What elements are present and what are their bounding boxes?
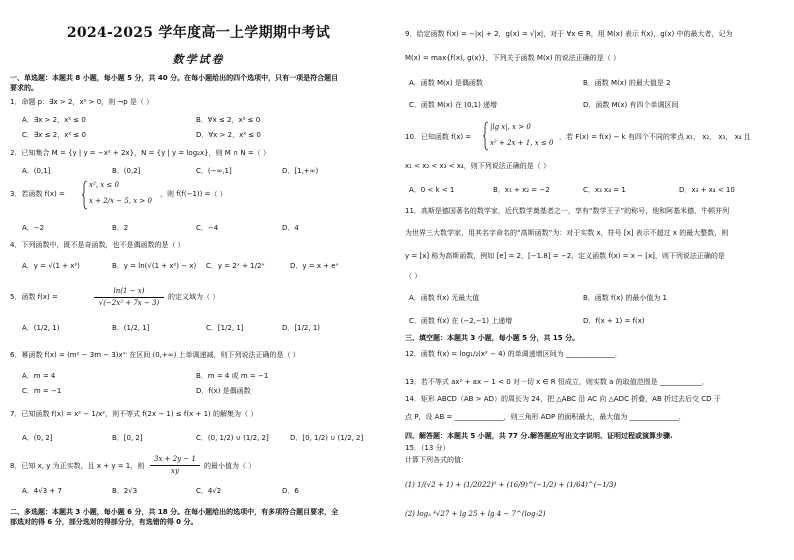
q5-numerator: ln(1 − x)	[113, 287, 145, 295]
question-15-expression-1: (1) 1/(√2 + 1) + (1/2022)⁰ + (16/9)^(−1/2) + (1/64)^(−1/3)	[405, 481, 617, 489]
q2-option-c: C．(−∞,1]	[196, 167, 232, 175]
section-1-heading: 一、单选题：本题共 8 小题，每小题 5 分，共 40 分。在每小题给出的四个选项中，只有一项是符合题目	[10, 74, 339, 82]
q6-option-a: A．m = 4	[22, 372, 56, 380]
question-9-cont: M(x) = max{f(x), g(x)}，下列关于函数 M(x) 的说法正确的是（ ）	[405, 54, 621, 62]
q9-option-a: A．函数 M(x) 是偶函数	[409, 79, 483, 87]
q8-denominator: xy	[171, 467, 179, 475]
q3-option-b: B．2	[112, 224, 129, 232]
question-5-suffix: 的定义域为（ ）	[168, 293, 220, 301]
question-15-instruction: 计算下列各式的值：	[405, 456, 468, 464]
q11-option-c: C．函数 f(x) 在 (−2,−1) 上递增	[409, 317, 513, 325]
question-5-prefix: 5．函数 f(x) =	[10, 293, 58, 301]
exam-subtitle: 数学试卷	[172, 53, 225, 66]
q4-option-a: A．y = √(1 + x²)	[22, 262, 80, 270]
question-6: 6．幂函数 f(x) = (m² − 3m − 3)xᵐ 在区间 (0,+∞) 上单调递减，则下列说法正确的是（ ）	[10, 351, 300, 359]
q8-numerator: 3x + 2y − 1	[154, 455, 196, 463]
question-12: 12．函数 f(x) = log₁/₂(x² − 4) 的单调递增区间为 ______________．	[405, 350, 622, 358]
q10-option-d: D．x₃ + x₄ < 10	[679, 186, 735, 194]
question-11-cont-2: y = [x] 称为高斯函数，例如 [e] = 2，[−1.8] = −2，定义函数 f(x) = x − [x]，则下列说法正确的是	[405, 252, 725, 260]
section-2-heading-cont: 部选对的得 6 分，部分选对的得部分分，有选错的得 0 分。	[10, 518, 198, 526]
q3-case-2: x + 2/x − 5, x > 0	[89, 197, 152, 205]
question-15: 15．（13 分）	[405, 444, 450, 452]
q1-option-a: A．∃x > 2，x² ≤ 0	[22, 116, 86, 124]
question-14: 14．矩形 ABCD（AB > AD）的周长为 24，把 △ABC 沿 AC 向 △ADC 折叠，AB 折过去后交 CD 于	[405, 395, 721, 403]
question-8-suffix: 的最小值为（ ）	[204, 462, 256, 470]
question-3-prefix: 3．若函数 f(x) =	[10, 190, 65, 198]
q8-option-d: D．6	[282, 487, 299, 495]
q5-option-d: D．[1/2, 1)	[282, 324, 321, 332]
q10-option-c: C．x₃ x₄ = 1	[583, 186, 626, 194]
q1-option-b: B．∀x ≤ 2，x² ≤ 0	[196, 116, 261, 124]
q10-case-1: |lg x|, x > 0	[490, 123, 531, 131]
q3-option-a: A．−2	[22, 224, 45, 232]
q10-case-2: x² + 2x + 1, x ≤ 0	[490, 139, 554, 147]
q4-option-c: C．y = 2ˣ + 1/2ˣ	[206, 262, 265, 270]
question-11-blank: （ ）	[405, 272, 422, 280]
q7-option-b: B．[0, 2]	[112, 434, 143, 442]
section-3-heading: 三、填空题：本题共 3 小题，每小题 5 分，共 15 分。	[405, 334, 580, 342]
right-column	[397, 0, 794, 560]
section-2-heading: 二、多选题：本题共 3 小题，每小题 6 分，共 18 分。在每小题给出的选项中，有多项符合题目要求，全	[10, 508, 339, 516]
q5-option-a: A．(1/2, 1)	[22, 324, 60, 332]
q2-option-a: A．(0,1]	[22, 167, 51, 175]
question-7: 7．已知函数 f(x) = x² − 1/x²，则不等式 f(2x − 1) ≤ f(x + 1) 的解集为（ ）	[10, 410, 258, 418]
q5-denominator: √(−2x² + 7x − 3)	[98, 299, 160, 307]
q5-option-c: C．[1/2, 1]	[206, 324, 244, 332]
question-10-prefix: 10．已知函数 f(x) =	[405, 133, 472, 141]
q8-option-a: A．4√3 + 7	[22, 487, 62, 495]
question-14-cont: 点 P，设 AB = ______________，则三角形 ADP 的面积最大，最大值为 ______________．	[405, 413, 686, 421]
question-4: 4．下列函数中，既不是奇函数，也不是偶函数的是（ ）	[10, 241, 185, 249]
q6-option-c: C．m = −1	[22, 387, 62, 395]
q10-option-b: B．x₁ + x₂ = −2	[493, 186, 550, 194]
q8-fraction-bar	[150, 465, 200, 466]
q9-option-c: C．函数 M(x) 在 (0,1) 递增	[409, 101, 498, 109]
q5-fraction-bar	[94, 297, 164, 298]
q4-option-b: B．y = ln(√(1 + x²) − x)	[112, 262, 197, 270]
q10-brace	[483, 121, 489, 151]
q11-option-d: D．f(x + 1) = f(x)	[583, 317, 645, 325]
q6-option-d: D．f(x) 是偶函数	[196, 387, 251, 395]
q9-option-d: D．函数 M(x) 有四个单调区间	[583, 101, 679, 109]
q3-option-c: C．−4	[196, 224, 219, 232]
question-10-suffix: ，若 F(x) = f(x) − k 有四个不同的零点 x₁， x₂， x₃， x₄ 且	[559, 133, 751, 141]
question-9: 9．给定函数 f(x) = −|x| + 2，g(x) = √|x|，对于 ∀x ∈ R，用 M(x) 表示 f(x)，g(x) 中的最大者，记为	[405, 30, 733, 38]
q7-option-a: A．(0, 2]	[22, 434, 53, 442]
q7-option-c: C．(0, 1/2) ∪ (1/2, 2]	[196, 434, 269, 442]
q7-option-d: D．[0, 1/2) ∪ (1/2, 2]	[290, 434, 364, 442]
question-11-cont-1: 为世界三大数学家，用其名字命名的“高斯函数”为：对于实数 x，符号 [x] 表示不超过 x 的最大整数，则	[405, 229, 729, 237]
question-2: 2．已知集合 M = {y | y = −x² + 2x}，N = {y | y = log₂x}，则 M ∩ N =（ ）	[10, 149, 270, 157]
section-1-heading-cont: 要求的。	[10, 84, 38, 92]
q11-option-b: B．函数 f(x) 的最小值为 1	[583, 294, 667, 302]
q6-option-b: B．m = 4 或 m = −1	[196, 372, 269, 380]
section-4-heading: 四、解答题：本题共 5 小题，共 77 分.解答题应写出文字说明、证明过程或演算步骤.	[405, 432, 673, 440]
exam-title: 2024-2025 学年度高一上学期期中考试	[66, 25, 331, 41]
q10-option-a: A．0 < k < 1	[409, 186, 455, 194]
question-15-expression-2: (2) log₃ ⁴√27 + lg 25 + lg 4 − 7^(log₇2)	[405, 510, 546, 518]
q1-option-c: C．∃x ≤ 2，x² ≤ 0	[22, 131, 86, 139]
q3-brace	[82, 180, 88, 210]
q2-option-b: B．(0,2]	[112, 167, 141, 175]
question-10-cont: x₁ < x₂ < x₃ < x₄，则下列说法正确的是（ ）	[405, 162, 550, 170]
q11-option-a: A．函数 f(x) 无最大值	[409, 294, 480, 302]
q9-option-b: B．函数 M(x) 的最大值是 2	[583, 79, 671, 87]
question-3-suffix: ，则 f(f(−1)) =（ ）	[160, 190, 227, 198]
question-1: 1．命题 p：∃x > 2，x² > 0，则 ¬p 是（ ）	[10, 98, 154, 106]
q3-option-d: D．4	[282, 224, 299, 232]
q8-option-c: C．4√2	[196, 487, 222, 495]
question-11: 11．高斯是德国著名的数学家，近代数学奠基者之一，享有“数学王子”的称号，他和阿基米德，牛顿并列	[405, 207, 730, 215]
q8-option-b: B．2√3	[112, 487, 138, 495]
q3-case-1: x², x ≤ 0	[89, 181, 119, 189]
question-13: 13．若不等式 ax² + ax − 1 < 0 对一切 x ∈ R 恒成立，则实数 a 的取值范围是 ____________．	[405, 378, 709, 386]
q5-option-b: B．(1/2, 1]	[112, 324, 150, 332]
q4-option-d: D．y = x + eˣ	[290, 262, 339, 270]
question-8-prefix: 8．已知 x, y 为正实数，且 x + y = 1，则	[10, 462, 145, 470]
q2-option-d: D．[1,+∞)	[282, 167, 319, 175]
q1-option-d: D．∀x > 2，x² ≤ 0	[196, 131, 261, 139]
